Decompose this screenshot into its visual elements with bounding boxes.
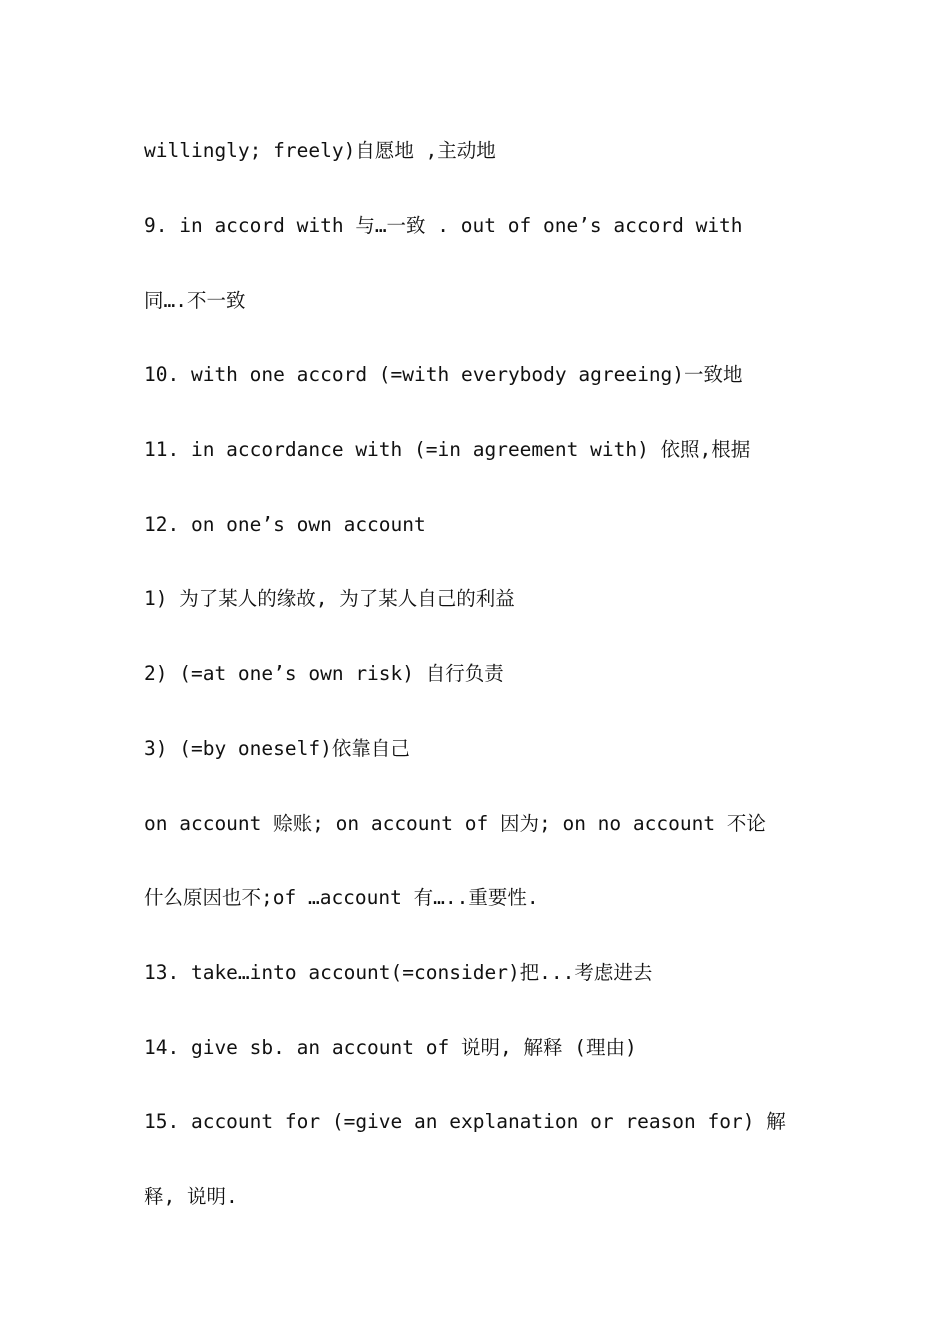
text-line-8: 2) (=at one’s own risk) 自行负责 bbox=[144, 662, 504, 685]
text-line-12: 13. take…into account(=consider)把...考虑进去 bbox=[144, 961, 653, 984]
text-line-10: on account 赊账; on account of 因为; on no account 不论 bbox=[144, 812, 766, 835]
text-line-2: 9. in accord with 与…一致 . out of one’s accord with bbox=[144, 214, 743, 237]
text-line-5: 11. in accordance with (=in agreement with) 依照,根据 bbox=[144, 438, 751, 461]
text-line-14: 15. account for (=give an explanation or reason for) 解 bbox=[144, 1110, 786, 1133]
text-line-13: 14. give sb. an account of 说明, 解释 (理由) bbox=[144, 1036, 637, 1059]
text-line-1: willingly; freely)自愿地 ,主动地 bbox=[144, 139, 496, 162]
text-line-4: 10. with one accord (=with everybody agreeing)一致地 bbox=[144, 363, 743, 386]
text-line-15: 释, 说明. bbox=[144, 1185, 238, 1208]
text-line-7: 1) 为了某人的缘故, 为了某人自己的利益 bbox=[144, 587, 515, 610]
text-line-3: 同….不一致 bbox=[144, 289, 246, 312]
text-line-9: 3) (=by oneself)依靠自己 bbox=[144, 737, 410, 760]
text-line-11: 什么原因也不;of …account 有…..重要性. bbox=[144, 886, 539, 909]
text-line-6: 12. on one’s own account bbox=[144, 513, 426, 536]
